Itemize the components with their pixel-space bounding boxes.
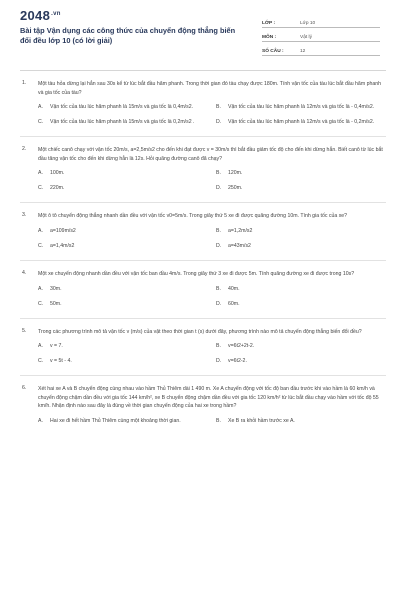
document-title: Bài tập Vận dụng các công thức của chuyển động thẳng biến đổi đều lớp 10 (có lời giải) (20, 26, 236, 45)
question-divider (20, 318, 386, 319)
answer-options (38, 417, 386, 425)
option-text: Vận tốc của tàu lúc hãm phanh là 15m/s và gia tốc là 0,2m/s2 . (50, 119, 195, 126)
option-text: Hai xe đi hết hầm Thủ Thiêm cùng một khoảng thời gian. (50, 417, 181, 424)
option-text: Vận tốc của tàu lúc hãm phanh là 12m/s và gia tốc là - 0,2m/s2. (228, 119, 375, 126)
question-divider (20, 375, 386, 376)
option-a[interactable]: A. Vận tốc của tàu lúc hãm phanh là 15m/s và gia tốc là 0,4m/s2. (38, 104, 194, 111)
option-d[interactable]: D. v=6t2-2. (216, 358, 247, 365)
meta-box (262, 14, 380, 56)
option-d[interactable]: D. 250m. (216, 185, 243, 192)
answer-options (38, 342, 386, 365)
option-text: 120m. (228, 170, 243, 177)
option-c[interactable]: C. Vận tốc của tàu lúc hãm phanh là 15m/s và gia tốc là 0,2m/s2 . (38, 119, 195, 126)
question-number: 5. (22, 327, 27, 334)
option-c[interactable]: C. 220m. (38, 185, 65, 192)
question-divider (20, 260, 386, 261)
question-number: 4. (22, 269, 27, 276)
option-text: 100m. (50, 170, 65, 177)
option-text: a=109m/s2 (50, 227, 76, 234)
option-text: v = 7. (50, 343, 63, 350)
option-text: v=6t2-2. (228, 358, 247, 365)
header-left (20, 8, 240, 45)
option-c[interactable]: C. 50m. (38, 300, 62, 307)
option-b[interactable]: B. 40m. (216, 285, 240, 292)
option-text: a=1,4m/s2 (50, 242, 75, 249)
option-text: Vận tốc của tàu lúc hãm phanh là 15m/s và gia tốc là 0,4m/s2. (50, 104, 194, 111)
option-d[interactable]: D. a=43m/s2 (216, 242, 251, 249)
option-text: 250m. (228, 185, 243, 192)
question-text: Một chiếc canô chạy với vận tốc 20m/s, a=2,5m/s2 cho đến khi đạt được v = 30m/s thì bắt đầu giảm tốc độ cho đến khi dừng hẳn. Biết canô từ lúc bắt đầu tăng vận tốc cho đến khi dừng hẳn là 12s. Hỏi quãng đường canô đã chạy? (38, 147, 383, 162)
question-text: Xét hai xe A và B chuyển động cùng nhau vào hầm Thủ Thiêm dài 1 490 m. Xe A chuyển động với tốc độ ban đầu trước khi vào hầm là 60 km/h và chuyển động chậm dần đều với gia tốc 144 km/h², xe B chuyển động chậm dần đều với gia tốc 120 km/h² từ lúc bắt đầu chạy vào hầm với tốc độ 55 km/h. Nhận định nào sau đây là đúng về thời gian chuyển động của hai xe trong hầm? (38, 386, 379, 410)
question-divider (20, 202, 386, 203)
header-divider (20, 70, 386, 71)
option-b[interactable]: B. 120m. (216, 170, 243, 177)
option-text: a=1,2m/s2 (228, 227, 253, 234)
answer-options (38, 227, 386, 250)
option-a[interactable]: A. a=109m/s2 (38, 227, 76, 234)
question-divider (20, 136, 386, 137)
question-1 (20, 80, 386, 126)
question-5 (20, 328, 386, 366)
option-b[interactable]: B. Xe B ra khỏi hầm trước xe A. (216, 417, 295, 424)
option-text: v=6t2+2t-2. (228, 343, 255, 350)
logo-text: 2048 (20, 8, 51, 23)
option-text: 30m. (50, 285, 62, 292)
option-text: a=43m/s2 (228, 242, 251, 249)
question-number: 3. (22, 212, 27, 219)
question-2 (20, 146, 386, 192)
meta-row-subject: MÔN : Vật lý (262, 28, 380, 42)
question-4 (20, 270, 386, 308)
logo-suffix: .vn (51, 10, 61, 17)
question-text: Trong các phương trình mô tả vận tốc v (m/s) của vật theo thời gian t (s) dưới đây, phương trình nào mô tả chuyển động thẳng biến đổi đều? (38, 328, 362, 335)
option-text: 50m. (50, 300, 62, 307)
option-a[interactable]: A. v = 7. (38, 343, 63, 350)
question-6 (20, 385, 386, 425)
option-b[interactable]: B. a=1,2m/s2 (216, 227, 253, 234)
option-b[interactable]: B. Vận tốc của tàu lúc hãm phanh là 12m/s và gia tốc là - 0,4m/s2. (216, 104, 375, 111)
site-logo[interactable] (20, 8, 240, 23)
option-c[interactable]: C. a=1,4m/s2 (38, 242, 75, 249)
meta-row-class: LỚP : Lớp 10 (262, 14, 380, 28)
question-number: 1. (22, 80, 27, 86)
header (20, 8, 386, 70)
option-d[interactable]: D. 60m. (216, 300, 240, 307)
question-3 (20, 212, 386, 250)
option-text: 220m. (50, 185, 65, 192)
question-text: Một tàu hỏa dừng lại hẳn sau 30s kể từ lúc bắt đầu hãm phanh. Trong thời gian đó tàu chạy được 180m. Tính vận tốc của tàu lúc bắt đầu hãm phanh và gia tốc của tàu? (38, 81, 382, 96)
option-text: Vận tốc của tàu lúc hãm phanh là 12m/s và gia tốc là - 0,4m/s2. (228, 104, 375, 111)
option-b[interactable]: B. v=6t2+2t-2. (216, 343, 255, 350)
option-a[interactable]: A. Hai xe đi hết hầm Thủ Thiêm cùng một khoảng thời gian. (38, 417, 181, 424)
question-text: Một ô tô chuyển động thẳng nhanh dần đều với vận tốc v0=5m/s. Trong giây thứ 5 xe đi được quãng đường 10m. Tính gia tốc của xe? (38, 213, 348, 220)
option-text: Xe B ra khỏi hầm trước xe A. (228, 417, 295, 424)
option-text: 60m. (228, 300, 240, 307)
answer-options (38, 285, 386, 308)
option-d[interactable]: D. Vận tốc của tàu lúc hãm phanh là 12m/s và gia tốc là - 0,2m/s2. (216, 119, 375, 126)
question-text: Một xe chuyển động nhanh dần đều với vận tốc ban đầu 4m/s. Trong giây thứ 3 xe đi được 5m. Tính quãng đường xe đi được trong 10s? (38, 270, 355, 277)
option-text: 40m. (228, 285, 240, 292)
option-a[interactable]: A. 100m. (38, 170, 65, 177)
option-text: v = 5t - 4. (50, 358, 72, 365)
answer-options (38, 103, 386, 126)
answer-options (38, 169, 386, 192)
option-a[interactable]: A. 30m. (38, 285, 62, 292)
question-number: 6. (22, 385, 27, 392)
option-c[interactable]: C. v = 5t - 4. (38, 358, 72, 365)
meta-row-count: SỐ CÂU : 12 (262, 42, 380, 56)
question-number: 2. (22, 146, 27, 153)
